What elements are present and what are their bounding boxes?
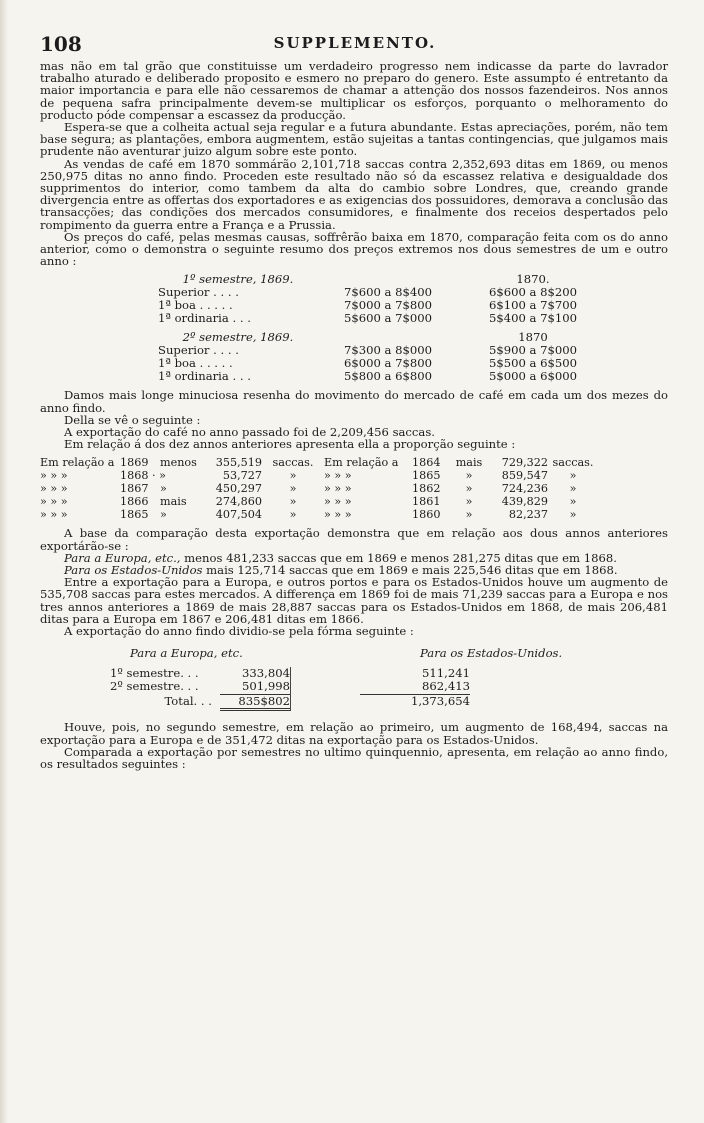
table-cell: menos (160, 456, 197, 470)
table-cell: 1867 (120, 482, 149, 496)
table-row (40, 469, 668, 482)
price-heading-left: 1º semestre, 1869. (182, 272, 294, 287)
table-cell: 53,727 (222, 469, 262, 483)
paragraph-label: Para os Estados-Unidos (64, 563, 203, 578)
price-1869: 5$800 a 6$800 (343, 369, 433, 384)
table-cell: » » » (40, 482, 68, 496)
price-1869: 5$600 a 7$000 (343, 311, 433, 326)
table-cell: » » » (40, 469, 68, 483)
paragraph: Damos mais longe minuciosa resenha do movimento do mercado de café em cada um dos mezes do anno findo. (40, 388, 668, 415)
table-cell: 1868 · » (120, 469, 166, 483)
running-title: SUPPLEMENTO. (273, 34, 437, 52)
table-cell: » (289, 495, 297, 509)
table-cell: 439,829 (501, 495, 548, 509)
table-cell: saccas. (552, 456, 594, 470)
table-cell: » (465, 508, 473, 522)
us-total: 1,373,654 (410, 693, 470, 708)
table-cell: 859,547 (501, 469, 548, 483)
comparison-table (40, 456, 668, 521)
table-row (40, 680, 668, 695)
us-value: 862,413 (360, 680, 470, 695)
price-1870: 6$100 a 7$700 (488, 298, 578, 313)
distribution-table (40, 647, 668, 711)
price-1869: 7$000 a 7$800 (343, 298, 433, 313)
table-row (40, 667, 668, 681)
table-cell: » » » (40, 495, 68, 509)
table-cell: » » » (40, 508, 68, 522)
paragraph: mas não em tal grão que constituisse um verdadeiro progresso nem indicasse da parte do lavrador trabalho aturado e deliberado proposito e esmero no preparo do genero. Este assumpto é entretanto da maior importancia e para elle não cessaremos de chamar a attenção dos nossos fazendeiros. Nos annos de pequena safra principalmente devem-se multiplicar os esforços, porquanto o melhoramento do producto póde compensar a escassez da producção. (40, 59, 668, 122)
us-value: 511,241 (422, 665, 470, 680)
price-1870: 5$900 a 7$000 (488, 343, 578, 358)
table-cell: 1862 (412, 482, 441, 496)
paragraph-text: menos 481,233 saccas que em 1869 e menos 281,275 ditas que em 1868. (180, 550, 617, 565)
table-cell: 355,519 (215, 456, 262, 470)
divider (290, 680, 360, 695)
table-cell: » (160, 482, 167, 496)
price-grade: 1ª boa . . . . . (158, 356, 233, 371)
table-cell: » » » (324, 482, 352, 496)
table-cell: » (465, 495, 473, 509)
paragraph: Comparada a exportação por semestres no ultimo quinquennio, apresenta, em relação ao anno findo, os resultados seguintes : (40, 744, 668, 771)
table-row (40, 695, 668, 712)
paragraph: Della se vê o seguinte : (64, 412, 201, 427)
price-1869: 7$600 a 8$400 (343, 285, 433, 300)
price-grade: 1ª ordinaria . . . (158, 369, 251, 384)
price-1870: 5$000 a 6$000 (488, 369, 578, 384)
price-1870: 5$400 a 7$100 (488, 311, 578, 326)
price-heading-right: 1870. (516, 272, 550, 287)
table-cell: 1865 (412, 469, 441, 483)
paragraph-text: mais 125,714 saccas que em 1869 e mais 225,546 ditas que em 1868. (202, 563, 618, 578)
table-cell: » (569, 508, 577, 522)
table-cell: mais (160, 495, 187, 509)
page-header (40, 30, 670, 60)
table-cell: » (465, 469, 473, 483)
table-cell: » (160, 508, 167, 522)
paragraph: Houve, pois, no segundo semestre, em relação ao primeiro, um augmento de 168,494, saccas na exportação para a Europa e de 351,472 ditas na exportação para os Estados-Unidos. (40, 720, 668, 747)
paragraph: A base da comparação desta exportação demonstra que em relação aos dous annos anteriores exportárão-se : (40, 526, 668, 553)
page-body (40, 60, 668, 770)
price-grade: Superior . . . . (158, 285, 239, 300)
table-cell: Em relação a (324, 456, 399, 470)
table-cell: 1860 (412, 508, 441, 522)
paragraph: Os preços do café, pelas mesmas causas, soffrêrão baixa em 1870, comparação feita com os do anno anterior, como o demonstra o seguinte resumo dos preços extremos nos dous semestres de um e outro anno : (40, 229, 668, 269)
table-cell: mais (455, 456, 483, 470)
europe-value: 501,998 (220, 680, 290, 695)
semester-label: 1º semestre. . . (110, 665, 199, 680)
paragraph: A exportação do anno findo dividio-se pela fórma seguinte : (64, 624, 414, 639)
table-row (40, 508, 668, 521)
paragraph: Entre a exportação para a Europa, e outros portos e para os Estados-Unidos houve um augmento de 535,708 saccas para estes mercados. A differença em 1869 foi de mais 71,239 saccas para a Europa e nos tres annos anteriores a 1869 de mais 28,887 saccas para os Estados-Unidos em 1868, de mais 206,481 ditas para a Europa em 1867 e 206,481 ditas em 1866. (40, 575, 668, 626)
price-1869: 6$000 a 7$800 (343, 356, 433, 371)
price-heading-right: 1870 (518, 330, 548, 345)
table-cell: 1861 (412, 495, 441, 509)
paragraph: A exportação do café no anno passado foi de 2,209,456 saccas. (64, 425, 435, 440)
table-cell: » » » (324, 469, 352, 483)
price-1870: 6$600 a 8$200 (488, 285, 578, 300)
table-row (40, 495, 668, 508)
price-1870: 5$500 a 6$500 (488, 356, 578, 371)
table-cell (160, 469, 200, 482)
table-cell: 729,322 (501, 456, 548, 470)
table-row (40, 647, 668, 661)
table-cell: » (289, 469, 297, 483)
page-number: 108 (40, 32, 82, 56)
price-table-first-semester (40, 273, 668, 325)
semester-label: 2º semestre. . . (110, 679, 199, 694)
us-heading: Para os Estados-Unidos. (420, 646, 563, 661)
table-cell: » (465, 482, 473, 496)
table-cell: 274,860 (215, 495, 262, 509)
europe-total: 835$802 (220, 695, 290, 712)
table-cell: 1869 (120, 456, 149, 470)
price-1869: 7$300 a 8$000 (343, 343, 433, 358)
table-cell: » (569, 482, 577, 496)
paragraph: As vendas de café em 1870 sommárão 2,101,718 saccas contra 2,352,693 ditas em 1869, ou menos 250,975 ditas no anno findo. Proceden este resultado não só da escassez relativa e desigualdade dos supprimentos do interior, como tambem da alta do cambio sobre Londres, que, creando grande divergencia entre as offertas dos exportadores e as exigencias dos possuidores, demorava a conclusão das transacções; das condições dos mercados consumidores, e finalmente dos receios despertados pelo rompimento da guerra entre a França e a Prussia. (40, 156, 668, 232)
table-cell: saccas. (272, 456, 314, 470)
table-cell: 450,297 (215, 482, 262, 496)
table-cell: Em relação a (40, 456, 115, 470)
scan-edge-shadow (0, 0, 8, 1123)
paragraph: Em relação á dos dez annos anteriores apresenta ella a proporção seguinte : (64, 437, 516, 452)
table-row (40, 456, 668, 469)
table-cell: » » » (324, 495, 352, 509)
table-cell: 407,504 (215, 508, 262, 522)
divider (290, 667, 360, 681)
table-cell: 1866 (120, 495, 149, 509)
table-cell: 724,236 (501, 482, 548, 496)
price-grade: 1ª ordinaria . . . (158, 311, 251, 326)
table-cell: » (289, 482, 297, 496)
paragraph-label: Para a Europa, etc., (64, 550, 181, 565)
europe-heading: Para a Europa, etc. (130, 646, 243, 661)
divider (290, 695, 360, 712)
paragraph: Espera-se que a colheita actual seja regular e a futura abundante. Estas apreciações, porém, não tem base segura; as plantações, embora augmentem, estão sujeitas a tantas contingencias, que julgamos mais prudente não aventurar juizo algum sobre este ponto. (40, 120, 668, 159)
table-row (40, 482, 668, 495)
table-cell: » » » (324, 508, 352, 522)
total-label: Total. . . (164, 693, 212, 708)
table-cell: » (569, 495, 577, 509)
table-cell: » (569, 469, 577, 483)
price-table-second-semester (40, 331, 668, 383)
table-cell: 82,237 (508, 508, 548, 522)
price-heading-left: 2º semestre, 1869. (182, 330, 294, 345)
price-grade: Superior . . . . (158, 343, 239, 358)
table-cell: 1864 (412, 456, 441, 470)
europe-value: 333,804 (242, 665, 290, 680)
table-cell: 1865 (120, 508, 149, 522)
price-grade: 1ª boa . . . . . (158, 298, 233, 313)
table-cell: » (289, 508, 297, 522)
